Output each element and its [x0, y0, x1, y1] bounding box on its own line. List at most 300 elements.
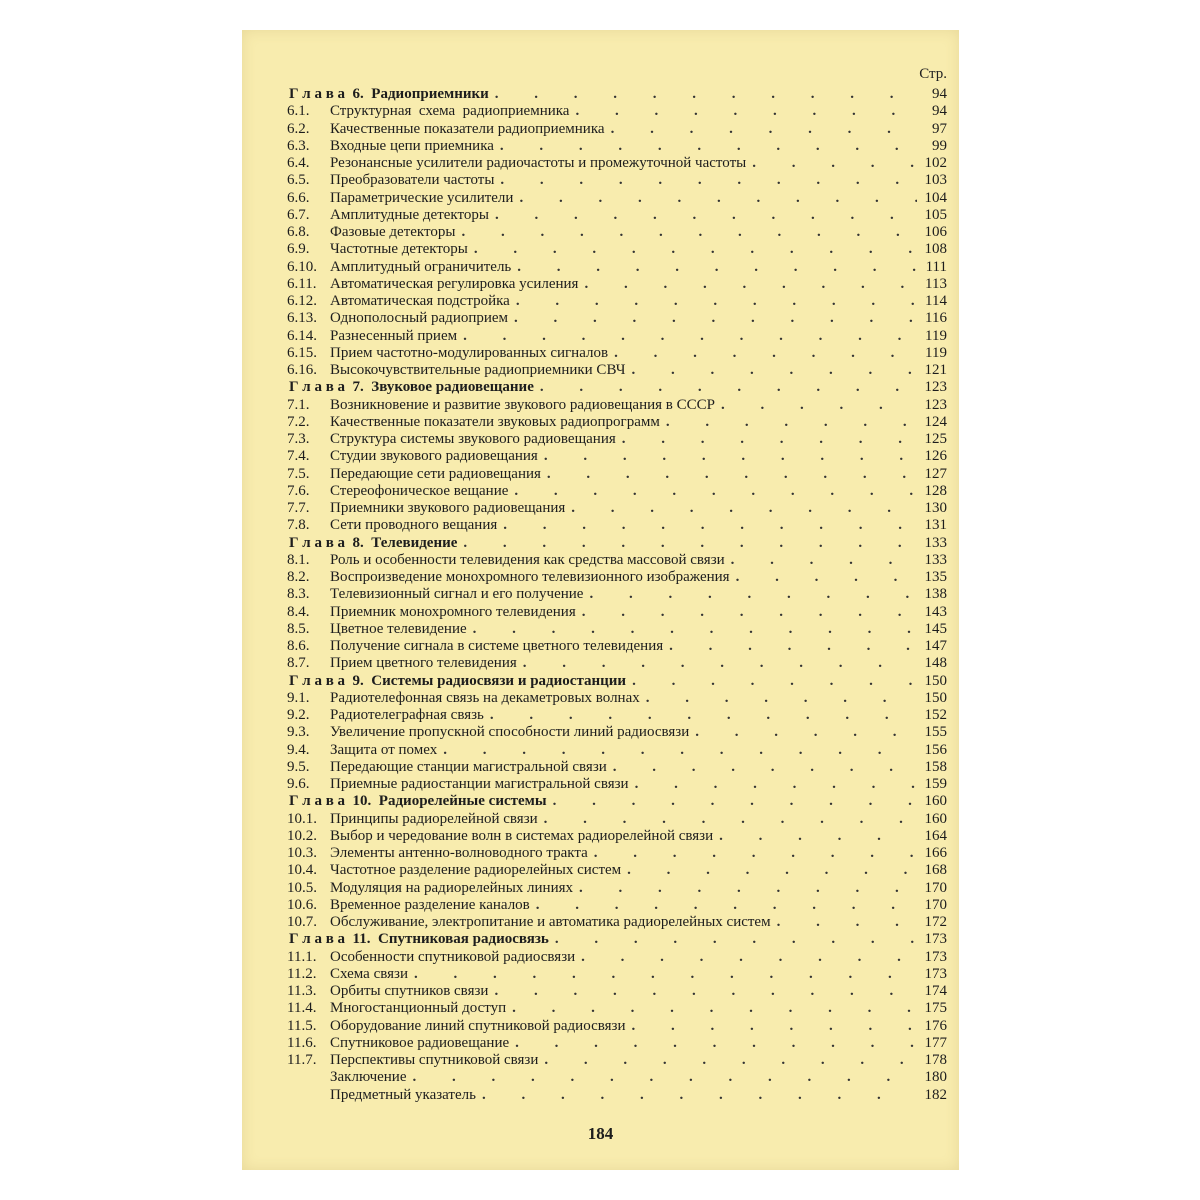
- toc-title-line: [330, 241, 917, 258]
- toc-entry-row: [242, 1087, 959, 1104]
- toc-page-number: 106: [924, 224, 947, 240]
- toc-dot-leader: [514, 310, 917, 327]
- toc-title-line: [330, 845, 917, 862]
- toc-section-number: 9.5.: [287, 758, 310, 775]
- toc-title-line: [330, 466, 917, 483]
- toc-dot-leader: [721, 397, 917, 414]
- toc-dot-leader: [474, 241, 917, 258]
- page-number: 184: [587, 1124, 614, 1143]
- toc-chapter-title: Г л а в а 6. Радиоприемники: [289, 86, 489, 102]
- toc-page-number: 178: [924, 1052, 947, 1068]
- toc-title-line: [289, 379, 917, 396]
- toc-section-title: Стереофоническое вещание: [330, 482, 509, 499]
- toc-section-title: Принципы радиорелейной связи: [330, 810, 538, 827]
- toc-section-row: [242, 655, 959, 672]
- toc-section-number: 10.5.: [287, 879, 317, 896]
- toc-page-number: 176: [924, 1017, 947, 1034]
- toc-dot-leader: [627, 862, 917, 879]
- toc-title-line: [289, 535, 917, 552]
- toc-section-number: 6.8.: [287, 224, 310, 240]
- toc-dot-leader: [544, 1052, 917, 1069]
- toc-page-number: 119: [925, 327, 947, 344]
- toc-page-number: 174: [924, 983, 947, 999]
- toc-section-row: [242, 276, 959, 293]
- toc-dot-leader: [589, 586, 917, 603]
- toc-title-line: [330, 897, 917, 914]
- toc-section-number: 8.5.: [287, 620, 310, 637]
- toc-dot-leader: [669, 638, 917, 655]
- toc-title-line: [330, 1087, 917, 1104]
- toc-section-row: [242, 224, 959, 241]
- toc-page-number: 128: [924, 482, 947, 499]
- toc-title-line: [330, 259, 917, 276]
- toc-section-number: 8.1.: [287, 551, 310, 568]
- toc-section-number: 6.4.: [287, 155, 310, 171]
- toc-title-line: [330, 121, 917, 138]
- toc-dot-leader: [584, 276, 917, 293]
- toc-page-number: 173: [924, 931, 947, 948]
- toc-page-number: 97: [932, 120, 947, 137]
- toc-page-number: 133: [924, 534, 947, 551]
- toc-section-title: Телевизионный сигнал и его получение: [330, 586, 584, 603]
- toc-title-line: [330, 966, 917, 983]
- toc-section-number: 8.6.: [287, 638, 310, 654]
- toc-dot-leader: [594, 845, 917, 862]
- toc-page-number: 160: [924, 793, 947, 810]
- toc-title-line: [330, 828, 917, 845]
- toc-section-row: [242, 828, 959, 845]
- toc-section-number: 9.4.: [287, 741, 310, 758]
- toc-section-title: Фазовые детекторы: [330, 224, 456, 240]
- toc-section-title: Увеличение пропускной способности линий радиосвязи: [330, 724, 690, 741]
- toc-section-title: Структурная схема радиоприемника: [330, 103, 570, 120]
- toc-dot-leader: [414, 966, 917, 983]
- toc-page-number: 116: [925, 310, 947, 327]
- toc-title-line: [330, 483, 917, 500]
- toc-page-number: 180: [924, 1069, 947, 1086]
- toc-section-row: [242, 362, 959, 379]
- toc-section-title: Высокочувствительные радиоприемники СВЧ: [330, 362, 626, 378]
- toc-title-line: [330, 345, 917, 362]
- toc-section-title: Передающие сети радиовещания: [330, 465, 541, 482]
- toc-section-title: Многостанционный доступ: [330, 1000, 507, 1017]
- toc-section-title: Обслуживание, электропитание и автоматика радиорелейных систем: [330, 914, 771, 930]
- toc-page-number: 145: [924, 620, 947, 637]
- toc-section-row: [242, 880, 959, 897]
- toc-dot-leader: [695, 724, 917, 741]
- toc-page-number: 155: [924, 724, 947, 741]
- toc-dot-leader: [614, 345, 917, 362]
- toc-page-number: 94: [932, 103, 947, 120]
- toc-title-line: [330, 517, 917, 534]
- toc-page-number: 158: [924, 758, 947, 775]
- toc-section-title: Воспроизведение монохромного телевизионного изображения: [330, 569, 730, 585]
- toc-page-number: 168: [924, 862, 947, 879]
- toc-title-line: [330, 759, 917, 776]
- toc-title-line: [330, 569, 917, 586]
- toc-title-line: [330, 949, 917, 966]
- toc-section-row: [242, 500, 959, 517]
- toc-dot-leader: [719, 828, 917, 845]
- toc-section-row: [242, 1035, 959, 1052]
- toc-section-number: 8.2.: [287, 569, 310, 585]
- toc-dot-leader: [413, 1069, 918, 1086]
- toc-section-title: Схема связи: [330, 965, 408, 982]
- toc-page-number: 111: [925, 258, 947, 275]
- toc-page-number: 170: [924, 896, 947, 913]
- toc-section-title: Сети проводного вещания: [330, 517, 498, 534]
- toc-title-line: [330, 690, 917, 707]
- toc-section-number: 8.7.: [287, 655, 310, 672]
- toc-section-number: 10.7.: [287, 914, 317, 930]
- toc-section-row: [242, 345, 959, 362]
- toc-page-number: 130: [924, 500, 947, 516]
- toc-section-row: [242, 1052, 959, 1069]
- toc-chapter-row: [242, 86, 959, 103]
- toc-dot-leader: [777, 914, 917, 931]
- toc-section-title: Амплитудный ограничитель: [330, 258, 512, 275]
- toc-dot-leader: [622, 431, 917, 448]
- toc-title-line: [330, 500, 917, 517]
- toc-section-number: 6.7.: [287, 206, 310, 223]
- toc-section-number: 7.5.: [287, 465, 310, 482]
- toc-section-number: 6.10.: [287, 258, 317, 275]
- toc-dot-leader: [582, 604, 917, 621]
- toc-section-row: [242, 724, 959, 741]
- toc-page-number: 170: [924, 879, 947, 896]
- toc-title-line: [330, 414, 917, 431]
- toc-title-line: [330, 1035, 917, 1052]
- toc-section-title: Прием цветного телевидения: [330, 655, 517, 672]
- toc-section-row: [242, 172, 959, 189]
- toc-section-number: 11.4.: [287, 1000, 317, 1017]
- toc-page-number: 148: [924, 655, 947, 672]
- toc-section-row: [242, 1018, 959, 1035]
- toc-title-line: [330, 880, 917, 897]
- toc-page-number: 143: [924, 603, 947, 620]
- toc-dot-leader: [632, 673, 917, 690]
- toc-dot-leader: [666, 414, 917, 431]
- toc-dot-leader: [581, 949, 917, 966]
- toc-dot-leader: [752, 155, 917, 172]
- toc-section-title: Амплитудные детекторы: [330, 206, 489, 223]
- toc-section-number: 10.3.: [287, 845, 317, 861]
- toc-section-number: 10.6.: [287, 896, 317, 913]
- toc-page-number: 147: [924, 638, 947, 654]
- toc-section-title: Радиотелефонная связь на декаметровых волнах: [330, 689, 640, 706]
- toc-section-row: [242, 690, 959, 707]
- toc-section-number: 11.3.: [287, 983, 317, 999]
- toc-section-title: Защита от помех: [330, 741, 438, 758]
- toc-section-row: [242, 966, 959, 983]
- toc-section-title: Параметрические усилители: [330, 189, 514, 206]
- toc-page-number: 119: [925, 344, 947, 361]
- toc-page-number: 102: [924, 155, 947, 171]
- toc-page-number: 131: [924, 517, 947, 534]
- toc-page-number: 108: [924, 241, 947, 258]
- toc-title-line: [330, 983, 917, 1000]
- toc-section-title: Выбор и чередование волн в системах радиорелейной связи: [330, 827, 714, 844]
- toc-section-row: [242, 190, 959, 207]
- toc-dot-leader: [579, 880, 917, 897]
- toc-title-line: [330, 448, 917, 465]
- toc-section-title: Частотное разделение радиорелейных систем: [330, 862, 622, 879]
- toc-section-title: Автоматическая подстройка: [330, 293, 510, 309]
- toc-section-row: [242, 517, 959, 534]
- toc-dot-leader: [571, 500, 917, 517]
- toc-chapter-title: Г л а в а 7. Звуковое радиовещание: [289, 379, 534, 396]
- toc-dot-leader: [495, 207, 917, 224]
- toc-dot-leader: [611, 121, 917, 138]
- toc-section-number: 10.1.: [287, 810, 317, 827]
- toc-chapter-row: [242, 379, 959, 396]
- toc-section-row: [242, 586, 959, 603]
- toc-title-line: [330, 362, 917, 379]
- toc-dot-leader: [575, 103, 917, 120]
- toc-section-title: Резонансные усилители радиочастоты и промежуточной частоты: [330, 155, 747, 171]
- toc-section-row: [242, 845, 959, 862]
- toc-page-number: 123: [924, 396, 947, 413]
- toc-section-number: 7.1.: [287, 396, 310, 413]
- toc-section-number: 6.11.: [287, 275, 317, 292]
- toc-section-row: [242, 103, 959, 120]
- toc-section-title: Приемные радиостанции магистральной связи: [330, 776, 629, 792]
- toc-section-title: Входные цепи приемника: [330, 137, 494, 154]
- toc-section-title: Качественные показатели радиоприемника: [330, 120, 605, 137]
- toc-dot-leader: [494, 983, 917, 1000]
- toc-section-row: [242, 604, 959, 621]
- toc-page-number: 124: [924, 413, 947, 430]
- toc-title-line: [330, 397, 917, 414]
- toc-page-number: 133: [924, 551, 947, 568]
- toc-section-number: 9.2.: [287, 707, 310, 723]
- toc-section-number: 8.3.: [287, 586, 310, 603]
- toc-chapter-title: Г л а в а 9. Системы радиосвязи и радиостанции: [289, 672, 627, 689]
- toc-page-number: 126: [924, 448, 947, 465]
- toc-section-title: Роль и особенности телевидения как средства массовой связи: [330, 551, 725, 568]
- toc-section-title: Передающие станции магистральной связи: [330, 758, 607, 775]
- toc-section-number: 9.1.: [287, 689, 310, 706]
- toc-page-number: 152: [924, 707, 947, 723]
- toc-section-row: [242, 742, 959, 759]
- toc-section-number: 6.9.: [287, 241, 310, 258]
- toc-title-line: [330, 604, 917, 621]
- toc-page-number: 150: [924, 689, 947, 706]
- toc-dot-leader: [500, 172, 917, 189]
- toc-section-row: [242, 552, 959, 569]
- toc-title-line: [330, 707, 917, 724]
- toc-section-row: [242, 569, 959, 586]
- toc-section-title: Радиотелеграфная связь: [330, 707, 484, 723]
- toc-dot-leader: [544, 448, 917, 465]
- toc-dot-leader: [514, 483, 917, 500]
- toc-title-line: [289, 931, 917, 948]
- toc-section-title: Приемники звукового радиовещания: [330, 500, 566, 516]
- toc-section-number: 9.6.: [287, 776, 310, 792]
- toc-dot-leader: [512, 1000, 917, 1017]
- toc-section-number: 10.2.: [287, 827, 317, 844]
- toc-section-number: 6.1.: [287, 103, 310, 120]
- toc-section-number: 7.4.: [287, 448, 310, 465]
- toc-title-line: [330, 724, 917, 741]
- toc-section-row: [242, 914, 959, 931]
- toc-section-number: 11.7.: [287, 1052, 317, 1068]
- toc-title-line: [289, 793, 917, 810]
- toc-section-number: 6.12.: [287, 293, 317, 309]
- toc-dot-leader: [516, 293, 917, 310]
- toc-section-number: 7.7.: [287, 500, 310, 516]
- toc-dot-leader: [631, 362, 917, 379]
- toc-page-number: 113: [925, 275, 947, 292]
- toc-title-line: [289, 673, 917, 690]
- toc-title-line: [289, 86, 917, 103]
- toc-title-line: [330, 1069, 917, 1086]
- toc-title-line: [330, 811, 917, 828]
- toc-section-row: [242, 328, 959, 345]
- toc-section-number: 6.3.: [287, 137, 310, 154]
- toc-section-number: 7.2.: [287, 413, 310, 430]
- toc-section-title: Прием частотно-модулированных сигналов: [330, 344, 609, 361]
- page-column-header: Стр.: [919, 66, 947, 82]
- toc-section-number: 8.4.: [287, 603, 310, 620]
- toc-title-line: [330, 293, 917, 310]
- toc-section-row: [242, 414, 959, 431]
- toc-title-line: [330, 1052, 917, 1069]
- toc-title-line: [330, 103, 917, 120]
- toc-section-number: 9.3.: [287, 724, 310, 741]
- toc-section-row: [242, 707, 959, 724]
- toc-page-number: 172: [924, 914, 947, 930]
- toc-section-number: 7.6.: [287, 482, 310, 499]
- toc-chapter-row: [242, 535, 959, 552]
- toc-title-line: [330, 310, 917, 327]
- toc-section-title: Качественные показатели звуковых радиопрограмм: [330, 413, 660, 430]
- toc-section-row: [242, 431, 959, 448]
- toc-section-row: [242, 983, 959, 1000]
- toc-section-row: [242, 621, 959, 638]
- toc-page-number: 114: [925, 293, 947, 309]
- toc-dot-leader: [473, 621, 917, 638]
- toc-page-number: 156: [924, 741, 947, 758]
- toc-dot-leader: [736, 569, 917, 586]
- toc-title-line: [330, 431, 917, 448]
- toc-section-number: 10.4.: [287, 862, 317, 879]
- toc-title-line: [330, 138, 917, 155]
- toc-page-number: 160: [924, 810, 947, 827]
- toc-section-number: 11.6.: [287, 1034, 317, 1051]
- toc-title-line: [330, 638, 917, 655]
- toc-title-line: [330, 224, 917, 241]
- toc-dot-leader: [515, 1035, 917, 1052]
- toc-dot-leader: [544, 811, 917, 828]
- toc-section-row: [242, 241, 959, 258]
- toc-section-title: Временное разделение каналов: [330, 896, 530, 913]
- toc-section-title: Предметный указатель: [330, 1086, 476, 1103]
- toc-title-line: [330, 1018, 917, 1035]
- toc-section-row: [242, 293, 959, 310]
- toc-section-row: [242, 1000, 959, 1017]
- toc-page-number: 173: [924, 965, 947, 982]
- toc-chapter-row: [242, 793, 959, 810]
- toc-dot-leader: [555, 931, 917, 948]
- toc-title-line: [330, 276, 917, 293]
- toc-section-title: Спутниковое радиовещание: [330, 1034, 510, 1051]
- toc-title-line: [330, 1000, 917, 1017]
- toc-dot-leader: [540, 379, 917, 396]
- toc-title-line: [330, 776, 917, 793]
- toc-section-number: 6.16.: [287, 362, 317, 378]
- toc-title-line: [330, 328, 917, 345]
- toc-title-line: [330, 914, 917, 931]
- toc-section-number: 6.13.: [287, 310, 317, 327]
- toc-section-number: 11.5.: [287, 1017, 317, 1034]
- toc-section-number: 11.1.: [287, 948, 317, 965]
- toc-section-row: [242, 466, 959, 483]
- toc-page-number: 121: [924, 362, 947, 378]
- toc-section-title: Разнесенный прием: [330, 327, 458, 344]
- toc-dot-leader: [517, 259, 917, 276]
- toc-section-row: [242, 638, 959, 655]
- toc-title-line: [330, 655, 917, 672]
- toc-section-row: [242, 121, 959, 138]
- toc-section-row: [242, 155, 959, 172]
- toc-dot-leader: [482, 1087, 917, 1104]
- toc-section-title: Заключение: [330, 1069, 407, 1086]
- toc-section-row: [242, 759, 959, 776]
- toc-section-title: Оборудование линий спутниковой радиосвязи: [330, 1017, 626, 1034]
- toc-section-title: Модуляция на радиорелейных линиях: [330, 879, 573, 896]
- toc-page-number: 173: [924, 948, 947, 965]
- toc-dot-leader: [547, 466, 917, 483]
- toc-section-title: Особенности спутниковой радиосвязи: [330, 948, 576, 965]
- toc-page-number: 175: [924, 1000, 947, 1017]
- toc-section-row: [242, 483, 959, 500]
- toc-section-title: Элементы антенно-волноводного тракта: [330, 845, 588, 861]
- toc-title-line: [330, 172, 917, 189]
- toc-title-line: [330, 862, 917, 879]
- toc-title-line: [330, 586, 917, 603]
- toc-section-title: Преобразователи частоты: [330, 172, 495, 189]
- toc-section-title: Однополосный радиоприем: [330, 310, 509, 327]
- toc-page-number: 164: [924, 827, 947, 844]
- toc-entry-row: [242, 1069, 959, 1086]
- toc-section-title: Частотные детекторы: [330, 241, 468, 258]
- toc-dot-leader: [500, 138, 917, 155]
- toc-section-number: 6.6.: [287, 189, 310, 206]
- toc-section-row: [242, 862, 959, 879]
- toc-section-title: Структура системы звукового радиовещания: [330, 431, 616, 447]
- toc-dot-leader: [463, 535, 917, 552]
- toc-section-number: 11.2.: [287, 965, 317, 982]
- toc-section-number: 6.5.: [287, 172, 310, 189]
- toc-dot-leader: [731, 552, 917, 569]
- toc-title-line: [330, 190, 917, 207]
- toc-section-title: Автоматическая регулировка усиления: [330, 275, 579, 292]
- toc-title-line: [330, 552, 917, 569]
- toc-section-row: [242, 397, 959, 414]
- toc-page-number: 103: [924, 172, 947, 189]
- toc-dot-leader: [443, 742, 917, 759]
- toc-section-title: Приемник монохромного телевидения: [330, 603, 576, 620]
- toc-chapter-title: Г л а в а 8. Телевидение: [289, 534, 458, 551]
- toc-dot-leader: [613, 759, 917, 776]
- toc-section-row: [242, 897, 959, 914]
- toc-section-title: Студии звукового радиовещания: [330, 448, 538, 465]
- book-page: [242, 30, 959, 1170]
- toc-title-line: [330, 155, 917, 172]
- toc-section-number: 6.15.: [287, 344, 317, 361]
- toc-section-number: 6.14.: [287, 327, 317, 344]
